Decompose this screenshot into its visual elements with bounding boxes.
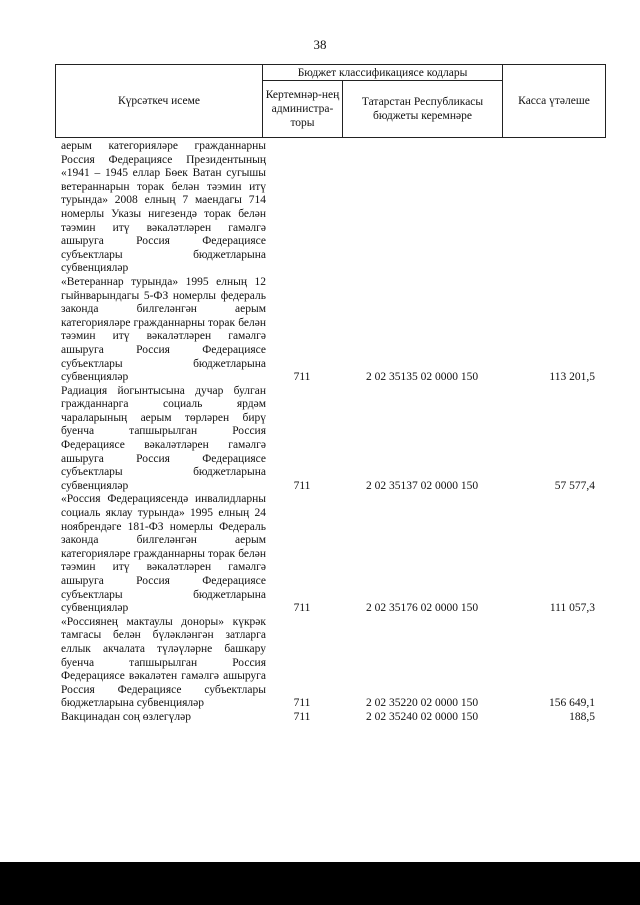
- tatarstan-revenue-header: Татарстан Республикасы бюджеты керемнәре: [343, 81, 503, 138]
- budget-classification-header: Бюджет классификациясе кодлары: [263, 65, 503, 81]
- row-admin-code: 711: [293, 602, 311, 615]
- row-description: [61, 385, 266, 494]
- scan-bottom-bar: [0, 862, 640, 905]
- row-description-text: Радиация йогынтысына дучар булган гражданнарга социаль ярдәм чараларының аерым төрләрен бирү буенча тапшырылган Россия Федерациясе вәкаләтләрен гамәлгә ашыруга Россия Федерациясе субъектлары бюджетларына субвенцияләр: [61, 384, 266, 492]
- row-amount: 156 649,1: [549, 697, 595, 710]
- row-budget-code: 2 02 35220 02 0000 150: [365, 697, 479, 710]
- row-amount: 113 201,5: [549, 371, 595, 384]
- table-body: [55, 140, 605, 725]
- row-description-text: «Россия Федерациясендә инвалидларны социаль яклау турында» 1995 елның 24 ноябрендәге 181-ФЗ номерлы Федераль законда билгеләнгән аерым категорияләре гражданнарны торак белән тәэмин итү вәкаләтләрен гамәлгә ашыруга Россия Федерациясе субъектлары бюджетларына субвенцияләр: [61, 493, 266, 615]
- row-description: [61, 711, 266, 725]
- revenue-administrator-header: Кертемнәр-нең администра-торы: [263, 81, 343, 138]
- table-row: [55, 711, 605, 725]
- page-number: 38: [313, 37, 327, 52]
- row-description-text: «Ветераннар турында» 1995 елның 12 гыйнварындагы 5-ФЗ номерлы федераль законда билгеләнгән аерым категорияләре гражданнарны торак белән тәэмин итү вәкаләтләрен гамәлгә ашыруга Россия Федерациясе субъектлары бюджетларына субвенцияләр: [61, 275, 266, 384]
- row-budget-code: 2 02 35176 02 0000 150: [365, 602, 479, 615]
- table-row: [55, 385, 605, 494]
- row-amount: 188,5: [569, 710, 595, 723]
- table-row: [55, 616, 605, 711]
- row-admin-code: 711: [293, 697, 311, 710]
- indicator-name-header: Күрсәткеч исеме: [56, 65, 263, 138]
- table-header: [55, 64, 606, 138]
- row-description-text: «Россиянең мактаулы доноры» күкрәк тамгасы белән бүләкләнгән затларга еллык акчалата түләүләрне башкару буенча тапшырылган Россия Федерациясе вәкаләтен гамәлгә ашыруга Россия Федерациясе субъектлары бюджетларына субвенцияләр: [61, 615, 266, 710]
- table-row: [55, 140, 605, 385]
- row-description: [61, 140, 266, 385]
- row-budget-code: 2 02 35240 02 0000 150: [365, 710, 479, 723]
- row-description: [61, 493, 266, 615]
- row-amount: 111 057,3: [549, 602, 595, 615]
- row-description-text: Вакцинадан соң өзлегүләр: [61, 710, 191, 723]
- table-row: [55, 493, 605, 615]
- cash-execution-header: Касса үтәлеше: [503, 65, 606, 138]
- row-description-text: аерым категорияләре гражданнарны Россия Федерациясе Президентының «1941 – 1945 еллар Бөек Ватан сугышы ветераннарын торак белән тәэмин итү турында» 2008 елның 7 маендагы 714 номерлы Указы нигезендә торак белән тәэмин итү вәкаләтләрен гамәлгә ашыруга Россия Федерациясе субъектлары бюджетларына субвенцияләр: [61, 140, 266, 275]
- row-description: [61, 616, 266, 711]
- row-budget-code: 2 02 35137 02 0000 150: [365, 479, 479, 492]
- row-budget-code: 2 02 35135 02 0000 150: [365, 371, 479, 384]
- row-admin-code: 711: [293, 710, 311, 723]
- row-admin-code: 711: [293, 371, 311, 384]
- row-amount: 57 577,4: [554, 479, 595, 492]
- row-admin-code: 711: [293, 479, 311, 492]
